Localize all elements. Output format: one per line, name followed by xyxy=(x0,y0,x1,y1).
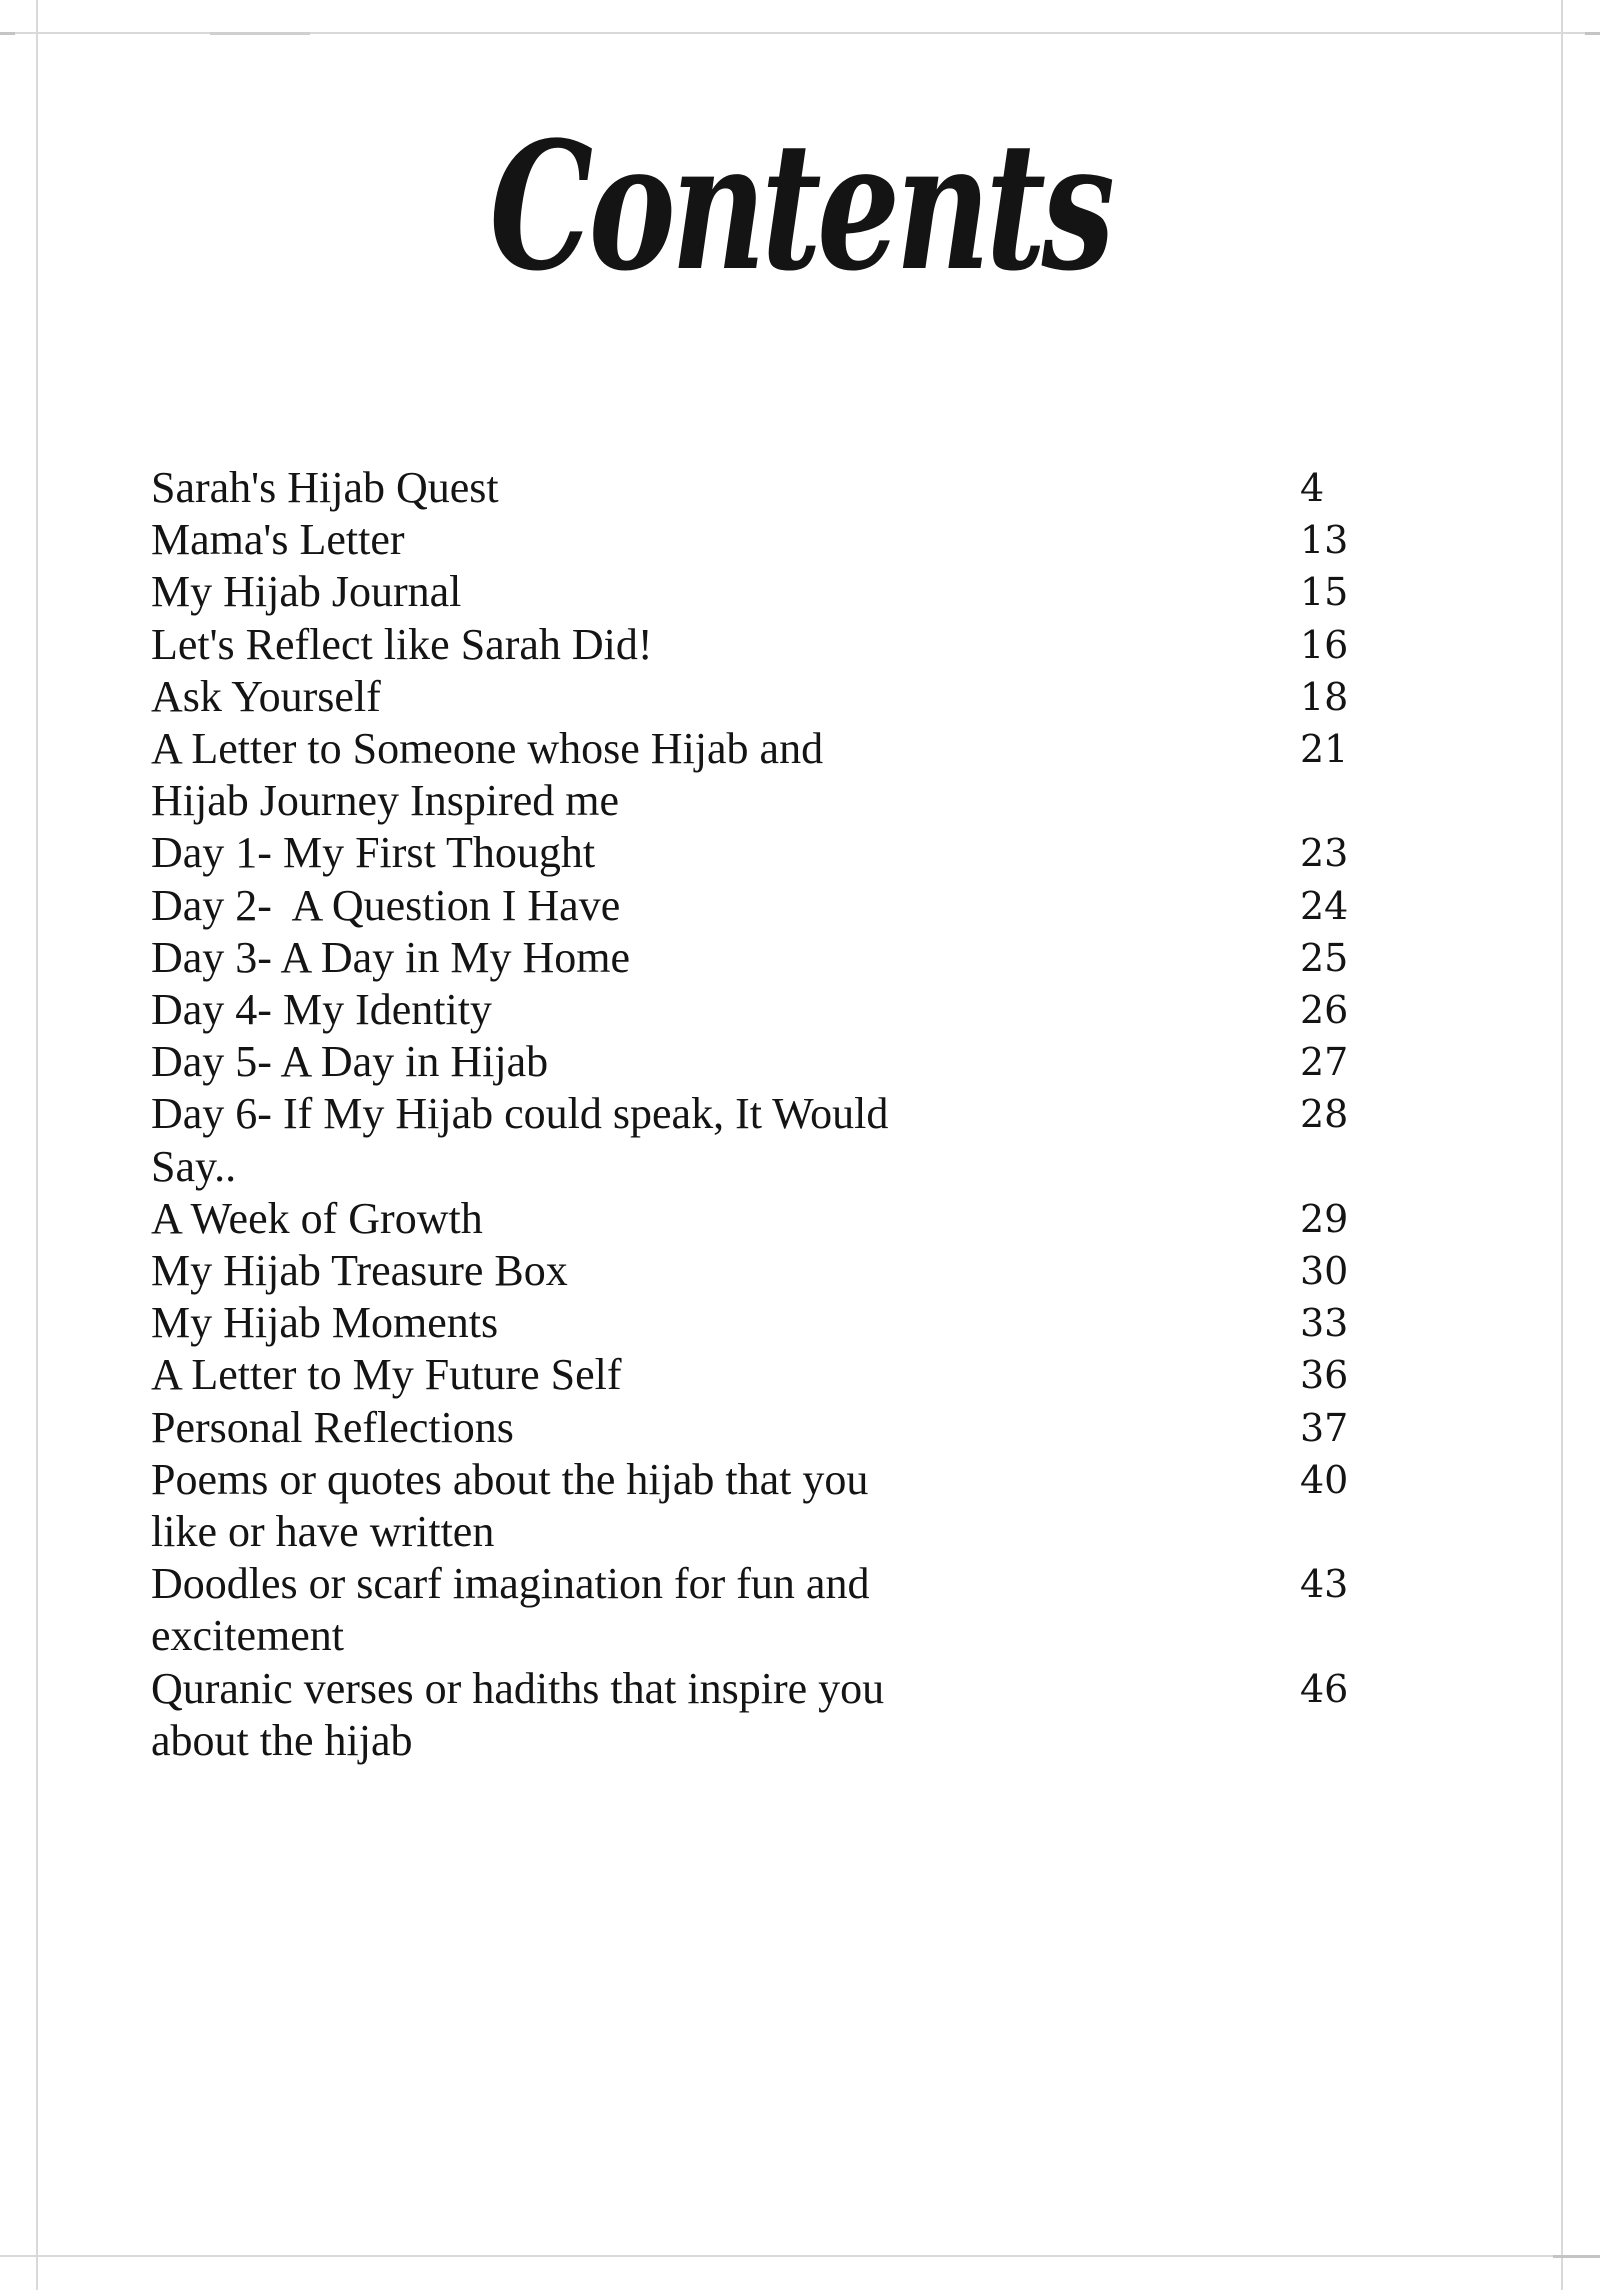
toc-entry[interactable] xyxy=(151,1349,1451,1401)
toc-entry[interactable] xyxy=(151,1088,1451,1192)
toc-entry-title xyxy=(151,932,1021,984)
toc-entry-title-line: Poems or quotes about the hijab that you xyxy=(151,1454,869,1504)
toc-entry-title xyxy=(151,880,1021,932)
toc-entry-title-line: Day 4- My Identity xyxy=(151,985,492,1035)
toc-entry-page-number: 13 xyxy=(1300,518,1349,563)
toc-entry[interactable] xyxy=(151,462,1451,514)
toc-entry-title-line: Day 2- A Question I Have xyxy=(151,880,621,930)
toc-entry[interactable] xyxy=(151,514,1451,566)
toc-entry[interactable] xyxy=(151,1454,1451,1558)
toc-entry-title-line: Day 6- If My Hijab could speak, It Would xyxy=(151,1089,889,1139)
toc-entry[interactable] xyxy=(151,880,1451,932)
toc-entry-page-number: 40 xyxy=(1300,1457,1349,1502)
page-title: Contents xyxy=(489,103,1111,310)
toc-entry-title-line: Day 5- A Day in Hijab xyxy=(151,1037,549,1087)
toc-entry-title xyxy=(151,619,1021,671)
trim-tick-top-right xyxy=(1585,32,1600,35)
toc-entry[interactable] xyxy=(151,671,1451,723)
toc-entry-title xyxy=(151,1402,1021,1454)
toc-entry-page-number: 23 xyxy=(1300,831,1349,876)
toc-entry-title-line: My Hijab Treasure Box xyxy=(151,1246,568,1296)
toc-entry-title-line: Mama's Letter xyxy=(151,515,405,565)
toc-entry-page-number: 16 xyxy=(1300,622,1349,667)
toc-entry-title-line: Doodles or scarf imagination for fun and xyxy=(151,1559,870,1609)
toc-entry-title xyxy=(151,984,1021,1036)
toc-entry-page-number: 21 xyxy=(1300,727,1349,772)
toc-entry-page-number: 18 xyxy=(1300,674,1349,719)
toc-entry-title-line: Sarah's Hijab Quest xyxy=(151,463,499,512)
trim-tick-top-center xyxy=(210,32,310,35)
toc-entry-title xyxy=(151,566,1021,618)
toc-entry[interactable] xyxy=(151,619,1451,671)
toc-entry-title-line: Let's Reflect like Sarah Did! xyxy=(151,619,653,669)
toc-entry-title-line: My Hijab Journal xyxy=(151,567,462,617)
toc-entry-title xyxy=(151,723,1021,827)
toc-entry[interactable] xyxy=(151,1193,1451,1245)
toc-entry-title-line: A Week of Growth xyxy=(151,1193,483,1243)
toc-entry-page-number: 37 xyxy=(1300,1405,1349,1450)
toc-entry[interactable] xyxy=(151,1402,1451,1454)
toc-entry-title xyxy=(151,1349,1021,1401)
toc-entry-title xyxy=(151,514,1021,566)
toc-entry-title-line: Personal Reflections xyxy=(151,1402,514,1452)
toc-entry-page-number: 33 xyxy=(1300,1301,1349,1346)
toc-entry-page-number: 27 xyxy=(1300,1040,1349,1085)
toc-entry-title-line: Hijab Journey Inspired me xyxy=(151,776,619,826)
toc-entry[interactable] xyxy=(151,984,1451,1036)
toc-entry-title xyxy=(151,827,1021,879)
toc-entry-page-number: 29 xyxy=(1300,1196,1349,1241)
toc-entry[interactable] xyxy=(151,1297,1451,1349)
toc-entry-title-line: My Hijab Moments xyxy=(151,1298,499,1348)
toc-entry-title-line: Day 3- A Day in My Home xyxy=(151,932,631,982)
toc-entry-page-number: 26 xyxy=(1300,988,1349,1033)
toc-entry-title-line: Quranic verses or hadiths that inspire you xyxy=(151,1663,885,1713)
toc-entry-page-number: 36 xyxy=(1300,1353,1349,1398)
toc-entry-page-number: 30 xyxy=(1300,1249,1349,1294)
toc-entry-page-number: 46 xyxy=(1300,1666,1349,1711)
toc-entry-title-line: excitement xyxy=(151,1611,345,1661)
trim-mark-left xyxy=(36,0,38,2290)
toc-entry-title xyxy=(151,1297,1021,1349)
toc-entry-title-line: Say.. xyxy=(151,1141,237,1191)
toc-entry-page-number: 24 xyxy=(1300,883,1349,928)
toc-entry[interactable] xyxy=(151,827,1451,879)
toc-entry-title xyxy=(151,1088,1021,1192)
toc-entry[interactable] xyxy=(151,932,1451,984)
toc-entry-title xyxy=(151,671,1021,723)
toc-entry-title-line: like or have written xyxy=(151,1507,495,1557)
toc-entry-title-line: A Letter to My Future Self xyxy=(151,1350,622,1400)
toc-entry[interactable] xyxy=(151,1663,1451,1767)
toc-entry-title xyxy=(151,1036,1021,1088)
trim-tick-bottom-right xyxy=(1553,2255,1600,2258)
toc-entry-page-number: 43 xyxy=(1300,1562,1349,1607)
toc-entry[interactable] xyxy=(151,1036,1451,1088)
toc-entry-title-line: about the hijab xyxy=(151,1715,413,1765)
toc-entry[interactable] xyxy=(151,1245,1451,1297)
toc-entry-title xyxy=(151,1193,1021,1245)
toc-entry-page-number: 15 xyxy=(1300,570,1349,615)
toc-entry-title-line: Day 1- My First Thought xyxy=(151,828,596,878)
toc-entry-title-line: Ask Yourself xyxy=(151,671,381,721)
toc-entry-title xyxy=(151,1558,1021,1662)
toc-entry[interactable] xyxy=(151,566,1451,618)
toc-entry-title xyxy=(151,462,1021,514)
trim-tick-top-left xyxy=(0,32,15,35)
table-of-contents xyxy=(151,462,1451,1767)
toc-entry-page-number: 4 xyxy=(1300,466,1325,510)
toc-entry-page-number: 28 xyxy=(1300,1092,1349,1137)
trim-mark-right xyxy=(1561,0,1563,2290)
toc-entry-title xyxy=(151,1454,1021,1558)
toc-entry[interactable] xyxy=(151,1558,1451,1662)
toc-entry-page-number: 25 xyxy=(1300,935,1349,980)
toc-entry-title xyxy=(151,1245,1021,1297)
trim-mark-bottom xyxy=(0,2255,1600,2257)
toc-entry-title-line: A Letter to Someone whose Hijab and xyxy=(151,724,824,774)
toc-entry[interactable] xyxy=(151,723,1451,827)
toc-entry-title xyxy=(151,1663,1021,1767)
